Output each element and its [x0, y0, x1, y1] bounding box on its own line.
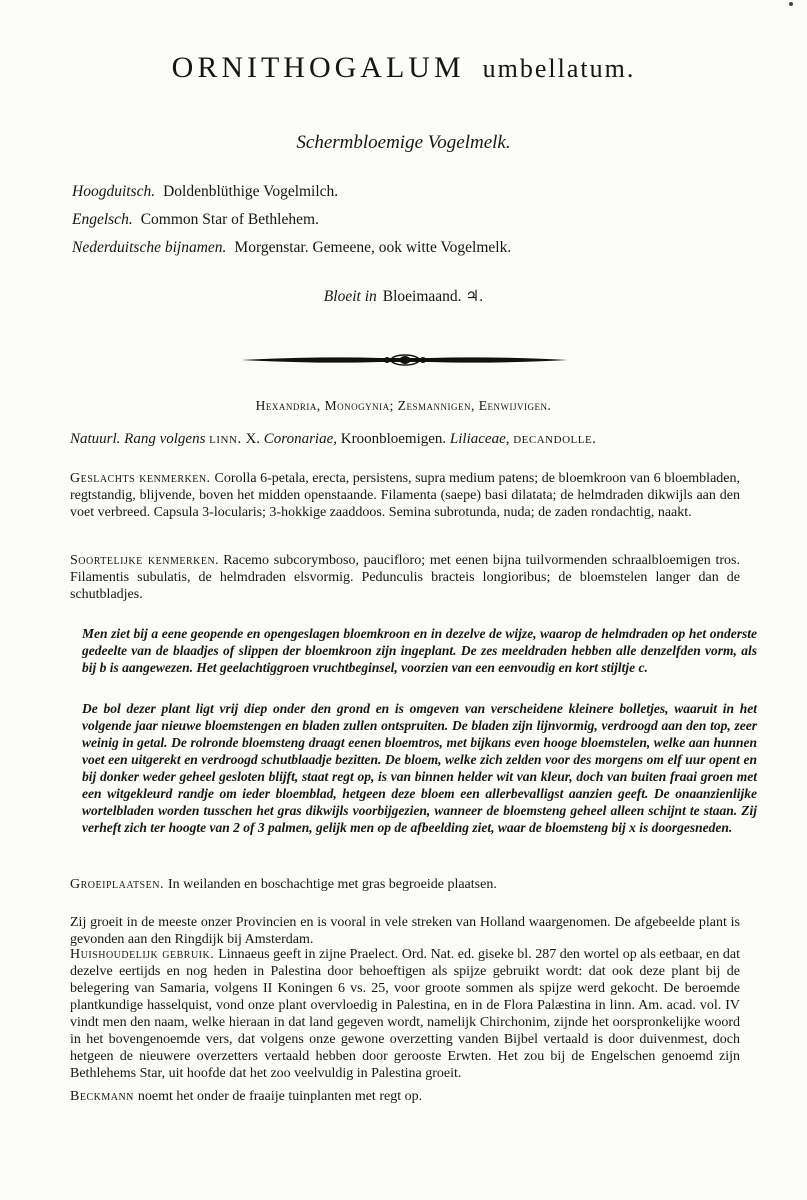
habitat — [70, 876, 740, 893]
flowering-label: Bloeit in — [323, 288, 377, 305]
species-name: umbellatum. — [482, 54, 636, 83]
species-characters — [70, 552, 740, 603]
dutch-name: Schermbloemige Vogelmelk. — [296, 132, 511, 153]
section-heading: Beckmann — [70, 1089, 134, 1104]
rang-linn: linn. — [209, 431, 242, 447]
genus-characters — [70, 470, 740, 521]
rang-prefix: Natuurl. Rang volgens — [70, 431, 206, 447]
name-row — [72, 180, 752, 208]
flowering-month: Bloeimaand. — [382, 288, 462, 305]
name-language: Hoogduitsch. — [72, 183, 156, 200]
rang-liliaceae: Liliaceae — [449, 431, 506, 447]
perennial-symbol: ♃. — [465, 288, 484, 305]
rang-coronariae: Coronariae — [263, 431, 334, 447]
rang-decandolle: decandolle. — [513, 431, 597, 447]
common-names — [72, 180, 752, 264]
section-text: Linnaeus geeft in zijne Praelect. Ord. Nat. ed. giseke bl. 287 den wortel op als eetbaar, en dat dezelve eertijds en nog heden in Palestina door behoeftigen als spijze gebruikt wordt: dat ook deze plant bij de belegering van Samaria, volgens II Koningen 6 vs. 25, voor groote sommen als spijze werd gekocht. De beroemde plantkundige hasselquist, vond onze plant overvloedig in Palestina, en in de Flora Palæstina in linn. Am. acad. vol. IV vindt men den naam, welke hieraan in dat land gegeven wordt, namelijk Chirchonim, zijnde het oorspronkelijke woord in het bovengenoemde vers, dat volgens onze gewone overzetting vanden Bijbel vertaald is door duivenmest, doch hetgeen de nieuwere overzetters vertaald hebben door gerooste Erwten. Het zou bij de Engelschen genoemd zijn Bethlehems Star, uit hoofde dat het zoo veelvuldig in Palestina groeit. — [70, 947, 740, 1081]
flowering-line — [0, 286, 807, 308]
genus-name: ORNITHOGALUM — [171, 51, 465, 84]
household-use — [70, 946, 740, 1082]
rang-x: X. — [245, 431, 261, 447]
distribution: Zij groeit in de meeste onzer Provincien en is vooral in vele streken van Holland waargenomen. De afgebeelde plant is gevonden aan den Ringdijk bij Amsterdam. — [70, 915, 740, 947]
name-value: Morgenstar. Gemeene, ook witte Vogelmelk. — [234, 239, 512, 256]
section-heading: Huishoudelijk gebruik. — [70, 947, 215, 962]
classification-line: Hexandria, Monogynia; Zesmannigen, Eenwijvigen. — [255, 398, 552, 413]
name-language: Engelsch. — [72, 211, 133, 228]
section-text: Racemo subcorymboso, paucifloro; met eenen bijna tuilvormenden schraalbloemigen tros. Filamentis subulatis, de helmdraden elsvormig. Pedunculis bracteis longioribus; de bloemstelen langer dan de schutbladjes. — [70, 553, 741, 602]
section-heading: Geslachts kenmerken. — [70, 471, 211, 486]
rang-kroon: , Kroonbloemigen. — [333, 431, 447, 447]
section-heading: Soortelijke kenmerken. — [70, 553, 220, 568]
page-title — [0, 48, 807, 89]
speck — [789, 2, 793, 6]
name-row — [72, 208, 752, 236]
plant-description: De bol dezer plant ligt vrij diep onder den grond en is omgeven van verscheidene kleinere bolletjes, waaruit in het volgende jaar nieuwe bloemstengen en bladen zullen ontspruiten. De bladen zijn lijnvormig, verdroogd aan den top, zeer weinig in getal. De rolronde bloemsteng draagt eenen bloemtros, met bijkans even hooge bloemstelen, welke aan hunnen voet een uitgerekt en verdroogd schutblaadje bezitten. De bloem, welke zich zelden voor des morgens om elf uur opent en bij donker weder geheel gesloten blijft, staat regt op, is van binnen helder wit van kleur, doch van buiten fraai groen met een witgekleurd randje om ieder bloemblad, hetgeen deze bloem een allerbevalligst aanzien geeft. De onaanzienlijke wortelbladen worden tusschen het gras dikwijls voorbijgezien, wanneer de bloemsteng geheel alleen schijnt te staan. Zij verheft zich ter hoogte van 2 of 3 palmen, gelijk men op de afbeelding ziet, waar de bloemsteng bij x is doorgesneden. — [82, 701, 757, 835]
section-heading: Groeiplaatsen. — [70, 877, 164, 892]
natural-order-line: Natuurl. Rang volgens linn. X. Coronariae, Kroonbloemigen. Liliaceae, decandolle. — [70, 431, 597, 447]
name-row — [72, 236, 752, 264]
beckmann-note — [70, 1088, 740, 1105]
name-language: Nederduitsche bijnamen. — [72, 239, 227, 256]
figure-explanation: Men ziet bij a eene geopende en opengeslagen bloemkroon en in dezelve de wijze, waarop de helmdraden op het onderste gedeelte van de blaadjes of slippen der bloemkroon zijn ingeplant. De zes meeldraden hebben alle denzelfden vorm, als bij b is aangewezen. Het geelachtiggroen vruchtbeginsel, voorzien van een eenvoudig en kort stijltje c. — [82, 626, 757, 675]
section-text: Corolla 6-petala, erecta, persistens, supra medium patens; de bloemkroon van 6 bloembladen, regtstandig, blijvende, boven het midden openstaande. Filamenta (saepe) basi dilatata; de helmdraden dikwijls aan den voet verbreed. Capsula 3-locularis; 3-hokkige zaaddoos. Semina subrotunda, nuda; de zaden rondachtig, naakt. — [70, 471, 741, 520]
ornament-divider-icon — [240, 350, 570, 370]
name-value: Doldenblüthige Vogelmilch. — [163, 183, 339, 200]
section-text: In weilanden en boschachtige met gras begroeide plaatsen. — [167, 877, 497, 892]
section-text: noemt het onder de fraaije tuinplanten met regt op. — [137, 1089, 423, 1104]
name-value: Common Star of Bethlehem. — [140, 211, 319, 228]
